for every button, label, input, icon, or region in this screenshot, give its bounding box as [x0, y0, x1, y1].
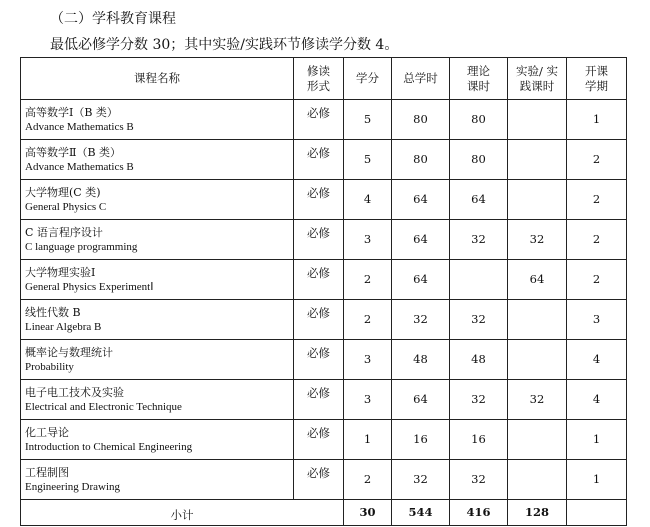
course-type-cell: 必修 — [294, 420, 344, 460]
course-name-cn: 概率论与数理统计 — [25, 345, 113, 359]
course-type-cell: 必修 — [294, 100, 344, 140]
course-name-cn: 电子电工技术及实验 — [25, 385, 124, 399]
course-type-cell: 必修 — [294, 140, 344, 180]
credits-cell: 3 — [344, 340, 392, 380]
subtotal-practice-hours: 128 — [508, 500, 567, 526]
course-type-cell: 必修 — [294, 180, 344, 220]
theory-hours-cell: 80 — [450, 100, 508, 140]
course-name-cn: 大学物理(C 类) — [25, 185, 101, 199]
total-hours-cell: 64 — [392, 220, 450, 260]
theory-hours-cell: 48 — [450, 340, 508, 380]
credits-cell: 5 — [344, 140, 392, 180]
theory-hours-cell: 32 — [450, 220, 508, 260]
subtotal-credits: 30 — [344, 500, 392, 526]
theory-hours-cell: 32 — [450, 460, 508, 500]
header-credits: 学分 — [344, 58, 392, 100]
course-name-cell — [21, 380, 294, 420]
table-row — [21, 260, 627, 300]
total-hours-cell: 32 — [392, 460, 450, 500]
course-table — [20, 57, 627, 526]
course-name-cell — [21, 140, 294, 180]
course-name-cn: 化工导论 — [25, 425, 69, 439]
course-name-en: Advance Mathematics B — [25, 120, 134, 133]
semester-cell: 4 — [567, 340, 627, 380]
course-name-cn: 高等数学Ⅱ（B 类） — [25, 145, 122, 159]
course-name-en: General Physics C — [25, 200, 107, 213]
course-name-en: Advance Mathematics B — [25, 160, 134, 173]
course-name-cell — [21, 100, 294, 140]
subtotal-total-hours: 544 — [392, 500, 450, 526]
course-type-cell: 必修 — [294, 260, 344, 300]
course-type-cell: 必修 — [294, 340, 344, 380]
header-semester — [567, 58, 627, 100]
subtotal-theory-hours: 416 — [450, 500, 508, 526]
practice-hours-cell — [508, 420, 567, 460]
course-name-cell — [21, 180, 294, 220]
subtotal-semester — [567, 500, 627, 526]
course-name-cell — [21, 260, 294, 300]
table-row — [21, 460, 627, 500]
course-name-cell — [21, 420, 294, 460]
theory-hours-cell: 32 — [450, 300, 508, 340]
semester-cell: 2 — [567, 140, 627, 180]
header-practice-line-1: 实验/ 实 — [515, 63, 559, 78]
header-theory-line-1: 理论 — [467, 63, 490, 78]
subtotal-row — [21, 500, 627, 526]
credits-cell: 3 — [344, 220, 392, 260]
table-row — [21, 180, 627, 220]
semester-cell: 2 — [567, 260, 627, 300]
course-type-cell: 必修 — [294, 220, 344, 260]
course-type-cell: 必修 — [294, 300, 344, 340]
practice-hours-cell — [508, 180, 567, 220]
theory-hours-cell: 64 — [450, 180, 508, 220]
course-name-cell — [21, 340, 294, 380]
table-row — [21, 380, 627, 420]
practice-hours-cell — [508, 460, 567, 500]
theory-hours-cell: 32 — [450, 380, 508, 420]
theory-hours-cell: 16 — [450, 420, 508, 460]
header-type — [294, 58, 344, 100]
credits-cell: 2 — [344, 460, 392, 500]
course-name-cn: 线性代数 B — [25, 305, 81, 319]
credits-cell: 2 — [344, 260, 392, 300]
table-row — [21, 100, 627, 140]
credits-cell: 3 — [344, 380, 392, 420]
subtotal-label: 小计 — [21, 500, 344, 526]
practice-hours-cell: 32 — [508, 380, 567, 420]
table-row — [21, 340, 627, 380]
course-name-en: Introduction to Chemical Engineering — [25, 440, 193, 453]
total-hours-cell: 80 — [392, 140, 450, 180]
total-hours-cell: 48 — [392, 340, 450, 380]
course-name-en: C language programming — [25, 240, 138, 253]
header-total-hours: 总学时 — [392, 58, 450, 100]
course-name-cn: 高等数学Ⅰ（B 类） — [25, 105, 118, 119]
table-header-row — [21, 58, 627, 100]
header-type-line-1: 修读 — [307, 63, 330, 78]
total-hours-cell: 32 — [392, 300, 450, 340]
course-name-cell — [21, 300, 294, 340]
practice-hours-cell — [508, 100, 567, 140]
theory-hours-cell: 80 — [450, 140, 508, 180]
course-name-en: Linear Algebra B — [25, 320, 102, 333]
header-type-line-2: 形式 — [307, 78, 330, 93]
credits-cell: 1 — [344, 420, 392, 460]
header-course-name: 课程名称 — [21, 58, 294, 100]
table-row — [21, 140, 627, 180]
total-hours-cell: 64 — [392, 380, 450, 420]
course-type-cell: 必修 — [294, 460, 344, 500]
total-hours-cell: 64 — [392, 180, 450, 220]
course-name-en: Engineering Drawing — [25, 480, 120, 493]
semester-cell: 1 — [567, 100, 627, 140]
header-practice-hours — [508, 58, 567, 100]
header-semester-line-2: 学期 — [585, 78, 608, 93]
semester-cell: 4 — [567, 380, 627, 420]
practice-hours-cell — [508, 140, 567, 180]
header-theory-hours — [450, 58, 508, 100]
practice-hours-cell — [508, 300, 567, 340]
credits-cell: 4 — [344, 180, 392, 220]
semester-cell: 1 — [567, 460, 627, 500]
course-name-cn: C 语言程序设计 — [25, 225, 103, 239]
course-name-cell — [21, 220, 294, 260]
table-row — [21, 220, 627, 260]
course-name-en: General Physics ExperimentⅠ — [25, 280, 154, 293]
credits-cell: 2 — [344, 300, 392, 340]
header-semester-line-1: 开课 — [585, 63, 608, 78]
course-name-en: Electrical and Electronic Technique — [25, 400, 182, 413]
theory-hours-cell — [450, 260, 508, 300]
total-hours-cell: 64 — [392, 260, 450, 300]
practice-hours-cell: 64 — [508, 260, 567, 300]
credits-cell: 5 — [344, 100, 392, 140]
semester-cell: 3 — [567, 300, 627, 340]
header-practice-line-2: 践课时 — [519, 78, 555, 93]
section-heading: （二）学科教育课程 — [50, 11, 176, 27]
table-row — [21, 300, 627, 340]
course-name-cn: 大学物理实验Ⅰ — [25, 265, 96, 279]
header-theory-line-2: 课时 — [467, 78, 490, 93]
credit-requirement-text: 最低必修学分数 30；其中实验/实践环节修读学分数 4。 — [50, 37, 399, 53]
semester-cell: 1 — [567, 420, 627, 460]
semester-cell: 2 — [567, 220, 627, 260]
course-name-en: Probability — [25, 360, 74, 373]
course-name-cell — [21, 460, 294, 500]
total-hours-cell: 80 — [392, 100, 450, 140]
practice-hours-cell — [508, 340, 567, 380]
total-hours-cell: 16 — [392, 420, 450, 460]
practice-hours-cell: 32 — [508, 220, 567, 260]
course-name-cn: 工程制图 — [25, 465, 69, 479]
course-type-cell: 必修 — [294, 380, 344, 420]
table-row — [21, 420, 627, 460]
semester-cell: 2 — [567, 180, 627, 220]
